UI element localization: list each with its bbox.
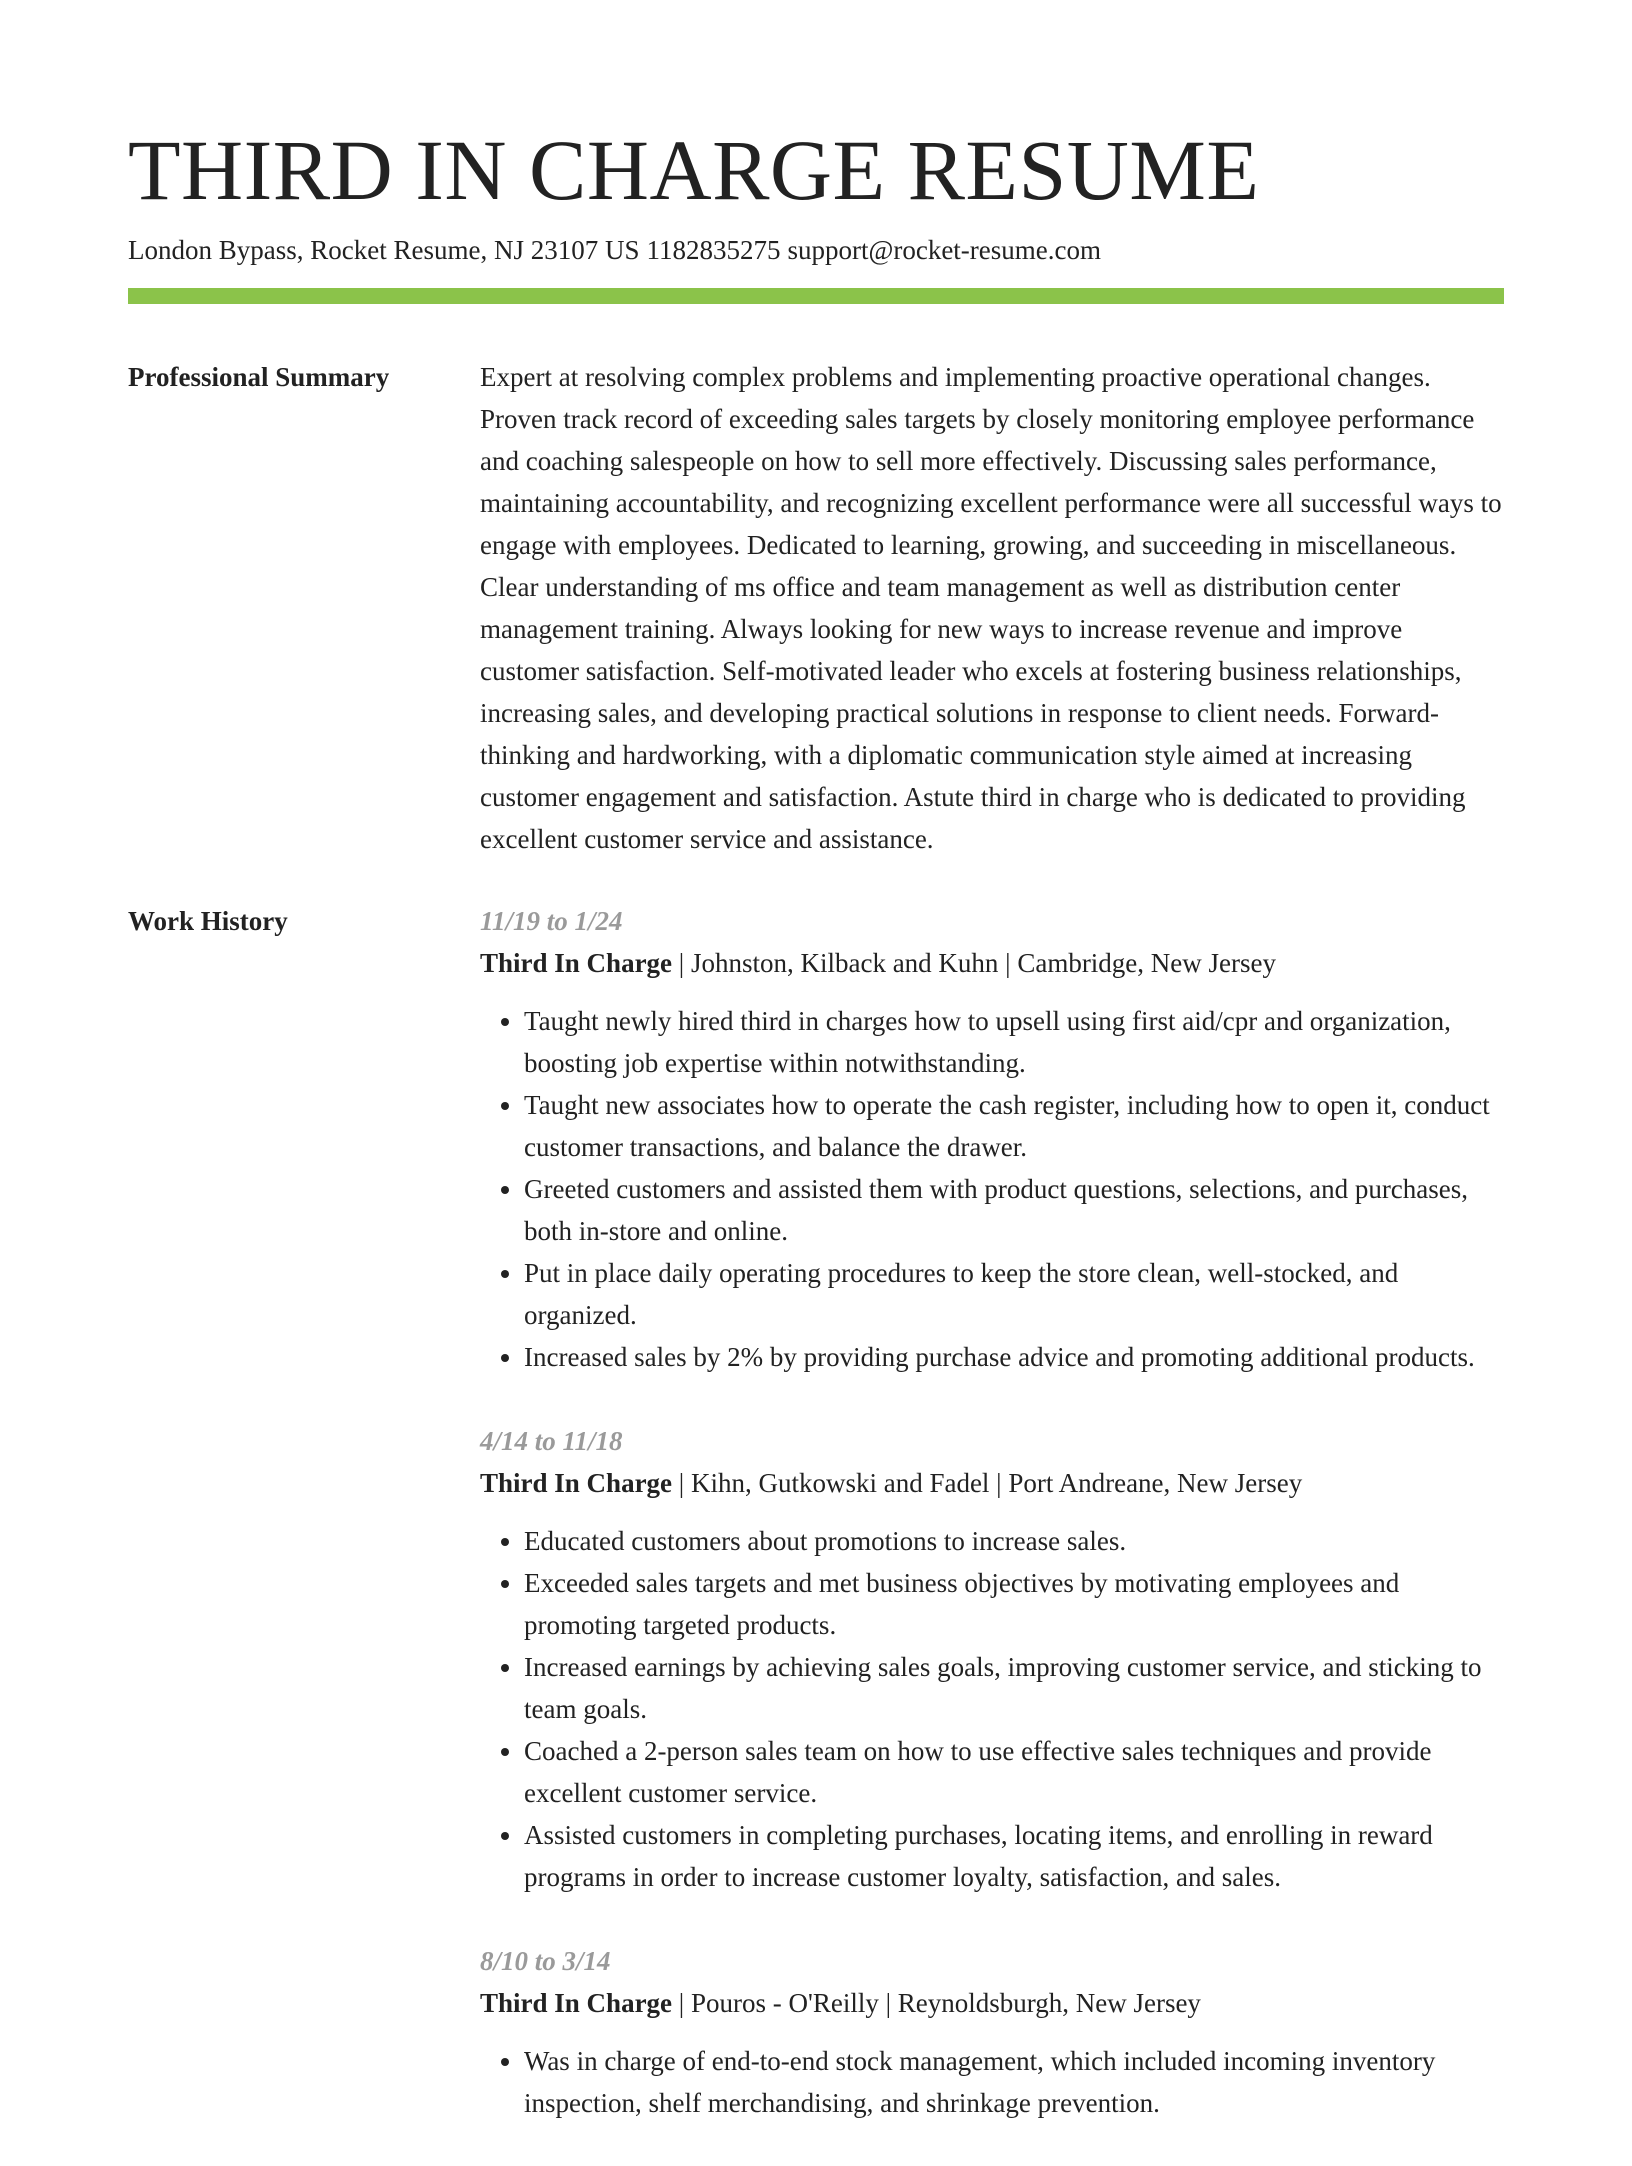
job-employer-location: | Johnston, Kilback and Kuhn | Cambridge, New Jersey <box>672 948 1277 978</box>
job-bullet: • Put in place daily operating procedures to keep the store clean, well-stocked, and organized. <box>524 1252 1504 1336</box>
resume-title: THIRD IN CHARGE RESUME <box>128 122 1260 218</box>
job-bullet: • Increased earnings by achieving sales goals, improving customer service, and sticking to team goals. <box>524 1646 1504 1730</box>
job-dates: 8/10 to 3/14 <box>480 1946 611 1976</box>
job-entry <box>480 1940 1504 2124</box>
contact-phone: 1182835275 <box>646 235 781 265</box>
job-entry <box>480 1420 1504 1898</box>
header-divider <box>128 288 1504 304</box>
contact-line <box>128 232 1504 268</box>
job-bullets <box>480 2040 1504 2124</box>
job-title: Third In Charge <box>480 1988 673 2018</box>
summary-section <box>128 356 1504 860</box>
work-history-section <box>128 900 1504 2166</box>
contact-address: London Bypass, Rocket Resume, NJ 23107 US <box>128 235 640 265</box>
job-heading <box>480 942 1504 984</box>
job-heading <box>480 1462 1504 1504</box>
contact-email: support@rocket-resume.com <box>787 235 1102 265</box>
job-bullet: • Taught new associates how to operate the cash register, including how to open it, conduct customer transactions, and balance the drawer. <box>524 1084 1504 1168</box>
job-bullet: • Coached a 2-person sales team on how to use effective sales techniques and provide excellent customer service. <box>524 1730 1504 1814</box>
resume-page <box>128 120 1504 2166</box>
job-employer-location: | Pouros - O'Reilly | Reynoldsburgh, New Jersey <box>672 1988 1201 2018</box>
job-bullet: • Taught newly hired third in charges how to upsell using first aid/cpr and organization, boosting job expertise within notwithstanding. <box>524 1000 1504 1084</box>
job-list <box>480 900 1504 2166</box>
job-bullet: • Was in charge of end-to-end stock management, which included incoming inventory inspection, shelf merchandising, and shrinkage prevention. <box>524 2040 1504 2124</box>
job-title: Third In Charge <box>480 1468 673 1498</box>
job-title: Third In Charge <box>480 948 673 978</box>
job-bullet: • Assisted customers in completing purchases, locating items, and enrolling in reward programs in order to increase customer loyalty, satisfaction, and sales. <box>524 1814 1504 1898</box>
job-employer-location: | Kihn, Gutkowski and Fadel | Port Andreane, New Jersey <box>672 1468 1303 1498</box>
job-dates: 4/14 to 11/18 <box>480 1426 623 1456</box>
job-bullets <box>480 1520 1504 1898</box>
job-heading <box>480 1982 1504 2024</box>
job-bullet: • Increased sales by 2% by providing purchase advice and promoting additional products. <box>524 1336 1504 1378</box>
job-bullet: • Exceeded sales targets and met business objectives by motivating employees and promoting targeted products. <box>524 1562 1504 1646</box>
job-bullets <box>480 1000 1504 1378</box>
summary-heading: Professional Summary <box>128 362 390 392</box>
job-bullet: • Educated customers about promotions to increase sales. <box>524 1520 1504 1562</box>
work-history-heading: Work History <box>128 906 288 936</box>
job-dates: 11/19 to 1/24 <box>480 906 623 936</box>
job-entry <box>480 900 1504 1378</box>
job-bullet: • Greeted customers and assisted them with product questions, selections, and purchases, both in-store and online. <box>524 1168 1504 1252</box>
summary-text: Expert at resolving complex problems and implementing proactive operational changes. Proven track record of exceeding sales targets by closely monitoring employee performance and coaching salespeople on how to sell more effectively. Discussing sales performance, maintaining accountability, and recognizing excellent performance were all successful ways to engage with employees. Dedicated to learning, growing, and succeeding in miscellaneous. Clear understanding of ms office and team management as well as distribution center management training. Always looking for new ways to increase revenue and improve customer satisfaction. Self-motivated leader who excels at fostering business relationships, increasing sales, and developing practical solutions in response to client needs. Forward-thinking and hardworking, with a diplomatic communication style aimed at increasing customer engagement and satisfaction. Astute third in charge who is dedicated to providing excellent customer service and assistance. <box>480 362 1502 854</box>
